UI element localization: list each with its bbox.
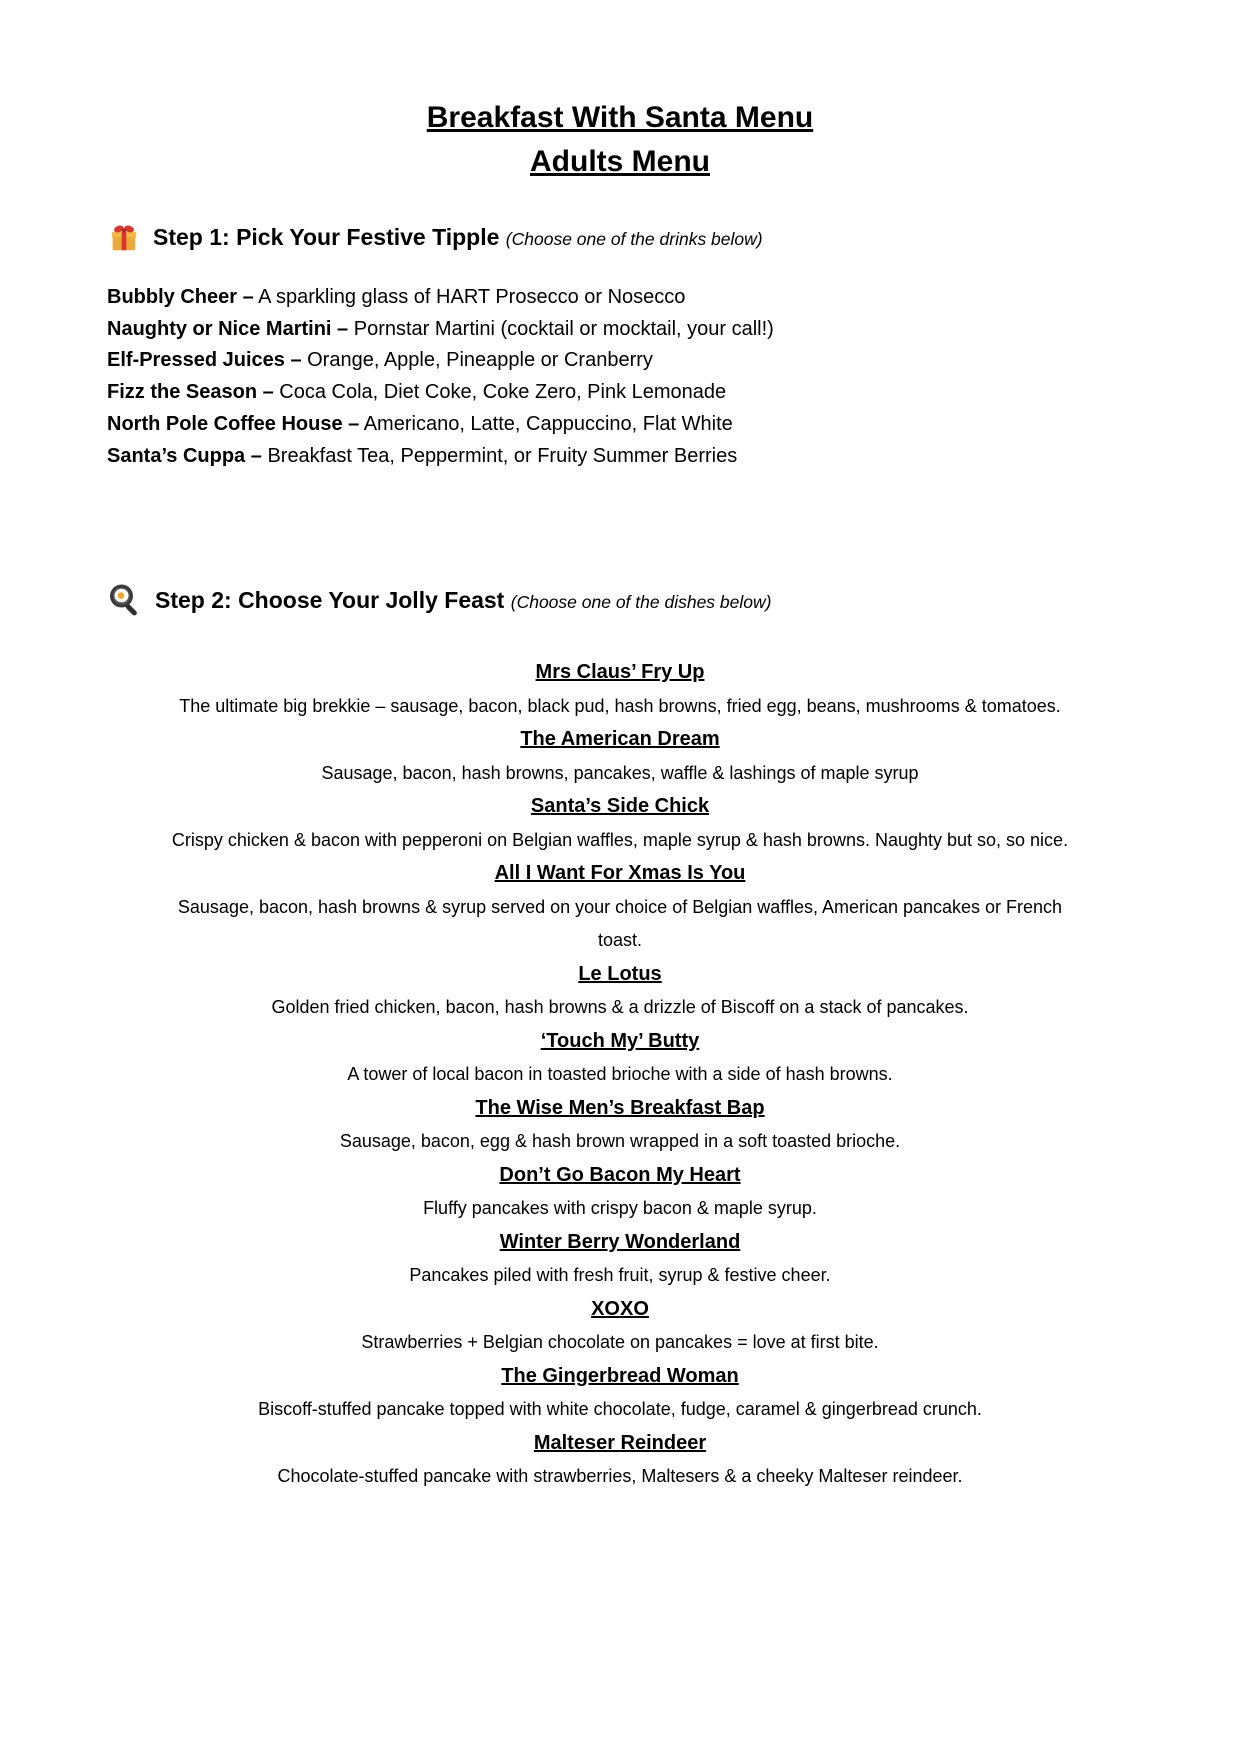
dish	[164, 790, 1076, 857]
dish-name: ‘Touch My’ Butty	[540, 1029, 700, 1052]
drink-item	[107, 314, 1133, 346]
frying-pan-icon	[107, 582, 143, 618]
dish-desc: Sausage, bacon, hash browns, pancakes, waffle & lashings of maple syrup	[321, 762, 919, 783]
dish-name: The Wise Men’s Breakfast Bap	[475, 1096, 765, 1119]
dishes-list	[164, 656, 1076, 1494]
drink-desc: Coca Cola, Diet Coke, Coke Zero, Pink Lemonade	[279, 381, 727, 404]
step2-heading-row	[107, 582, 1133, 618]
step2-heading-text	[155, 587, 771, 614]
step1-heading-row	[107, 220, 1133, 254]
step1-section	[107, 220, 1133, 472]
dish-name: Santa’s Side Chick	[530, 795, 710, 818]
dish-name: Winter Berry Wonderland	[499, 1230, 741, 1253]
step1-heading-text	[153, 224, 763, 251]
dish-desc: Golden fried chicken, bacon, hash browns & a drizzle of Biscoff on a stack of pancakes.	[271, 997, 969, 1018]
step2-heading: Step 2: Choose Your Jolly Feast	[155, 586, 505, 613]
dish-name: Don’t Go Bacon My Heart	[499, 1163, 741, 1186]
dish	[164, 1427, 1076, 1494]
dish	[164, 1025, 1076, 1092]
dish-desc: The ultimate big brekkie – sausage, bacon, black pud, hash browns, fried egg, beans, mushrooms & tomatoes.	[179, 695, 1061, 716]
dish	[164, 656, 1076, 723]
dish	[164, 1293, 1076, 1360]
drink-name: Bubbly Cheer	[107, 286, 238, 308]
drink-name: Santa’s Cuppa	[107, 444, 246, 467]
dish-desc: Chocolate-stuffed pancake with strawberries, Maltesers & a cheeky Malteser reindeer.	[277, 1466, 963, 1487]
dish	[164, 857, 1076, 958]
step2-note: (Choose one of the dishes below)	[510, 591, 772, 612]
drink-item	[107, 441, 1133, 473]
dash-separator: –	[348, 412, 360, 435]
dish-desc: A tower of local bacon in toasted brioche with a side of hash browns.	[347, 1064, 893, 1085]
step1-note: (Choose one of the drinks below)	[505, 228, 763, 249]
dish-name: Mrs Claus’ Fry Up	[535, 661, 705, 684]
drink-desc: Pornstar Martini (cocktail or mocktail, your call!)	[353, 317, 774, 340]
drink-desc: Orange, Apple, Pineapple or Cranberry	[307, 349, 653, 372]
dash-separator: –	[250, 444, 262, 467]
title-block	[107, 0, 1133, 184]
dash-separator: –	[262, 381, 274, 404]
step2-section	[107, 582, 1133, 1494]
dish	[164, 1360, 1076, 1427]
dish-name: The Gingerbread Woman	[501, 1364, 739, 1387]
drink-desc: A sparkling glass of HART Prosecco or Nosecco	[258, 286, 686, 308]
dish-desc: Strawberries + Belgian chocolate on pancakes = love at first bite.	[361, 1332, 879, 1353]
gift-icon	[107, 220, 141, 254]
drink-desc: Americano, Latte, Cappuccino, Flat White	[363, 412, 733, 435]
dish-name: All I Want For Xmas Is You	[494, 862, 746, 885]
dish	[164, 1159, 1076, 1226]
dish-name: The American Dream	[520, 728, 720, 751]
drink-desc: Breakfast Tea, Peppermint, or Fruity Summer Berries	[267, 444, 738, 467]
dish-desc: Pancakes piled with fresh fruit, syrup & festive cheer.	[409, 1265, 831, 1286]
step1-heading: Step 1: Pick Your Festive Tipple	[153, 223, 500, 250]
dish	[164, 1092, 1076, 1159]
dish-desc: Sausage, bacon, egg & hash brown wrapped in a soft toasted brioche.	[339, 1131, 901, 1152]
dish-name: XOXO	[591, 1297, 649, 1320]
drink-name: North Pole Coffee House	[107, 412, 343, 435]
dash-separator: –	[337, 317, 349, 340]
dish-desc: Biscoff-stuffed pancake topped with white chocolate, fudge, caramel & gingerbread crunch.	[258, 1399, 982, 1420]
drink-name: Elf-Pressed Juices	[107, 349, 285, 372]
dish-desc: Crispy chicken & bacon with pepperoni on Belgian waffles, maple syrup & hash browns. Naughty but so, so nice.	[171, 829, 1069, 850]
drink-item	[107, 282, 1133, 314]
dash-separator: –	[290, 349, 302, 372]
page-subtitle: Adults Menu	[530, 145, 710, 178]
drink-item	[107, 409, 1133, 441]
drink-name: Fizz the Season	[107, 381, 258, 404]
page-title: Breakfast With Santa Menu	[426, 101, 814, 134]
dash-separator: –	[242, 286, 254, 308]
dish-desc: Fluffy pancakes with crispy bacon & maple syrup.	[423, 1198, 817, 1219]
drink-item	[107, 377, 1133, 409]
drink-item	[107, 345, 1133, 377]
dish-name: Le Lotus	[578, 962, 662, 985]
drinks-list	[107, 282, 1133, 472]
dish-desc: Sausage, bacon, hash browns & syrup served on your choice of Belgian waffles, American pancakes or French toast.	[177, 896, 1063, 951]
dish	[164, 1226, 1076, 1293]
dish	[164, 958, 1076, 1025]
dish	[164, 723, 1076, 790]
dish-name: Malteser Reindeer	[533, 1431, 707, 1454]
drink-name: Naughty or Nice Martini	[107, 317, 332, 340]
